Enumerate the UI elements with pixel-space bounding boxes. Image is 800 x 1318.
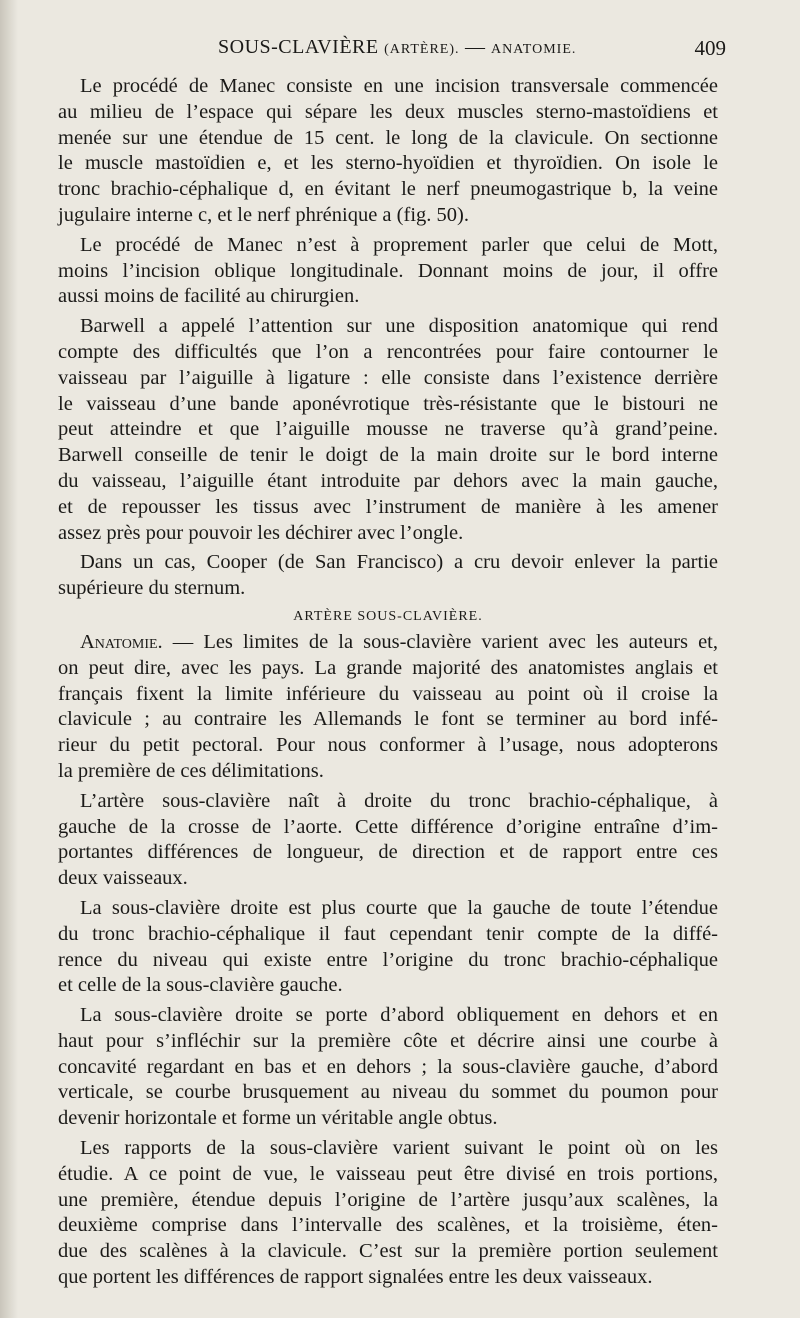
text-line: clavicule ; au contraire les Allemands le font se terminer au bord infé-	[58, 708, 718, 731]
text-line: portantes différences de longueur, de direction et de rapport entre ces	[58, 841, 718, 864]
running-head-dash: —	[465, 36, 486, 58]
text-line: que portent les différences de rapport signalées entre les deux vaisseaux.	[58, 1266, 653, 1289]
text-line-rest: — Les limites de la sous-clavière varient avec les auteurs et,	[162, 630, 718, 653]
text-line: tronc brachio-céphalique d, en évitant le nerf pneumogastrique b, la veine	[58, 178, 718, 201]
text-line: jugulaire interne c, et le nerf phrénique a (fig. 50).	[58, 203, 469, 226]
text-line: rence du niveau qui existe entre l’origine du tronc brachio-céphalique	[58, 948, 718, 971]
text-line: La sous-clavière droite se porte d’abord obliquement en dehors et en	[80, 1004, 718, 1027]
section-heading: ARTÈRE SOUS-CLAVIÈRE.	[293, 608, 483, 624]
text-line: une première, étendue depuis l’origine de l’artère jusqu’aux scalènes, la	[58, 1188, 718, 1211]
text-line: au milieu de l’espace qui sépare les deux muscles sterno-mastoïdiens et	[58, 100, 718, 123]
paragraph	[58, 1003, 718, 1132]
text-line: Barwell a appelé l’attention sur une disposition anatomique qui rend	[80, 315, 718, 338]
text-line: aussi moins de facilité au chirurgien.	[58, 285, 360, 308]
text-line: Barwell conseille de tenir le doigt de la main droite sur le bord interne	[58, 444, 718, 467]
paragraph-lead: Anatomie.	[80, 630, 163, 653]
text-line: Le procédé de Manec n’est à proprement parler que celui de Mott,	[80, 233, 718, 256]
text-line: due des scalènes à la clavicule. C’est sur la première portion seulement	[58, 1240, 718, 1263]
text-line: deuxième comprise dans l’intervalle des scalènes, et la troisième, éten-	[58, 1214, 718, 1237]
running-head-paren: (ARTÈRE).	[384, 42, 460, 57]
paragraph	[58, 233, 718, 310]
text-line: moins l’incision oblique longitudinale. Donnant moins de jour, il offre	[58, 259, 718, 282]
text-line: Les rapports de la sous-clavière varient suivant le point où on les	[80, 1137, 718, 1160]
text-line: supérieure du sternum.	[58, 577, 246, 600]
paragraphs-before-heading	[58, 74, 718, 602]
text-line: et de repousser les tissus avec l’instrument de manière à les amener	[58, 495, 718, 518]
text-line: peut atteindre et que l’aiguille mousse ne traverse qu’à grand’peine.	[58, 418, 718, 441]
paragraph	[58, 550, 718, 602]
text-line: Dans un cas, Cooper (de San Francisco) a cru devoir enlever la partie	[80, 551, 718, 574]
page-number: 409	[694, 36, 726, 60]
text-line: devenir horizontale et forme un véritable angle obtus.	[58, 1107, 498, 1130]
text-line: on peut dire, avec les pays. La grande majorité des anatomistes anglais et	[58, 656, 718, 679]
paragraph	[58, 789, 718, 892]
text-line: du vaisseau, l’aiguille étant introduite par dehors avec la main gauche,	[58, 469, 718, 492]
text-line: menée sur une étendue de 15 cent. le long de la clavicule. On sectionne	[58, 126, 718, 149]
text-line: concavité regardant en bas et en dehors ; la sous-clavière gauche, d’abord	[58, 1055, 718, 1078]
text-line: gauche de la crosse de l’aorte. Cette différence d’origine entraîne d’im-	[58, 815, 718, 838]
text-line: vaisseau par l’aiguille à ligature : elle consiste dans l’existence derrière	[58, 366, 718, 389]
text-line: la première de ces délimitations.	[58, 759, 324, 782]
text-line: compte des difficultés que l’on a rencontrées pour faire contourner le	[58, 340, 718, 363]
text-line: du tronc brachio-céphalique il faut cependant tenir compte de la diffé-	[58, 922, 718, 945]
text-line: étudie. A ce point de vue, le vaisseau peut être divisé en trois portions,	[58, 1162, 718, 1185]
paragraph	[58, 74, 718, 229]
body-text	[58, 74, 718, 1295]
page-gutter-shadow	[0, 0, 18, 1318]
text-line: verticale, se courbe brusquement au niveau du sommet du poumon pour	[58, 1081, 718, 1104]
paragraph	[58, 896, 718, 999]
text-line: assez près pour pouvoir les déchirer avec l’ongle.	[58, 521, 464, 544]
text-line: haut pour s’infléchir sur la première côte et décrire ainsi une courbe à	[58, 1029, 718, 1052]
paragraph	[58, 630, 718, 785]
text-line: Le procédé de Manec consiste en une incision transversale commencée	[80, 75, 718, 97]
text-line: rieur du petit pectoral. Pour nous conformer à l’usage, nous adopterons	[58, 734, 718, 757]
running-head-main: SOUS-CLAVIÈRE	[218, 36, 379, 58]
paragraph	[58, 1136, 718, 1291]
text-line: deux vaisseaux.	[58, 867, 188, 890]
running-head-section: ANATOMIE.	[491, 42, 577, 57]
paragraph	[58, 314, 718, 546]
running-head	[218, 36, 576, 59]
text-line: le vaisseau d’une bande aponévrotique très-résistante que le bistouri ne	[58, 392, 718, 415]
page-header	[58, 36, 726, 66]
paragraphs-after-heading	[58, 630, 718, 1291]
text-line	[58, 630, 718, 656]
text-line: le muscle mastoïdien e, et les sterno-hyoïdien et thyroïdien. On isole le	[58, 152, 718, 175]
text-line: et celle de la sous-clavière gauche.	[58, 974, 343, 997]
text-line: L’artère sous-clavière naît à droite du tronc brachio-céphalique, à	[80, 789, 718, 812]
text-line: français fixent la limite inférieure du vaisseau au point où il croise la	[58, 682, 718, 705]
text-line: La sous-clavière droite est plus courte que la gauche de toute l’étendue	[80, 896, 718, 919]
